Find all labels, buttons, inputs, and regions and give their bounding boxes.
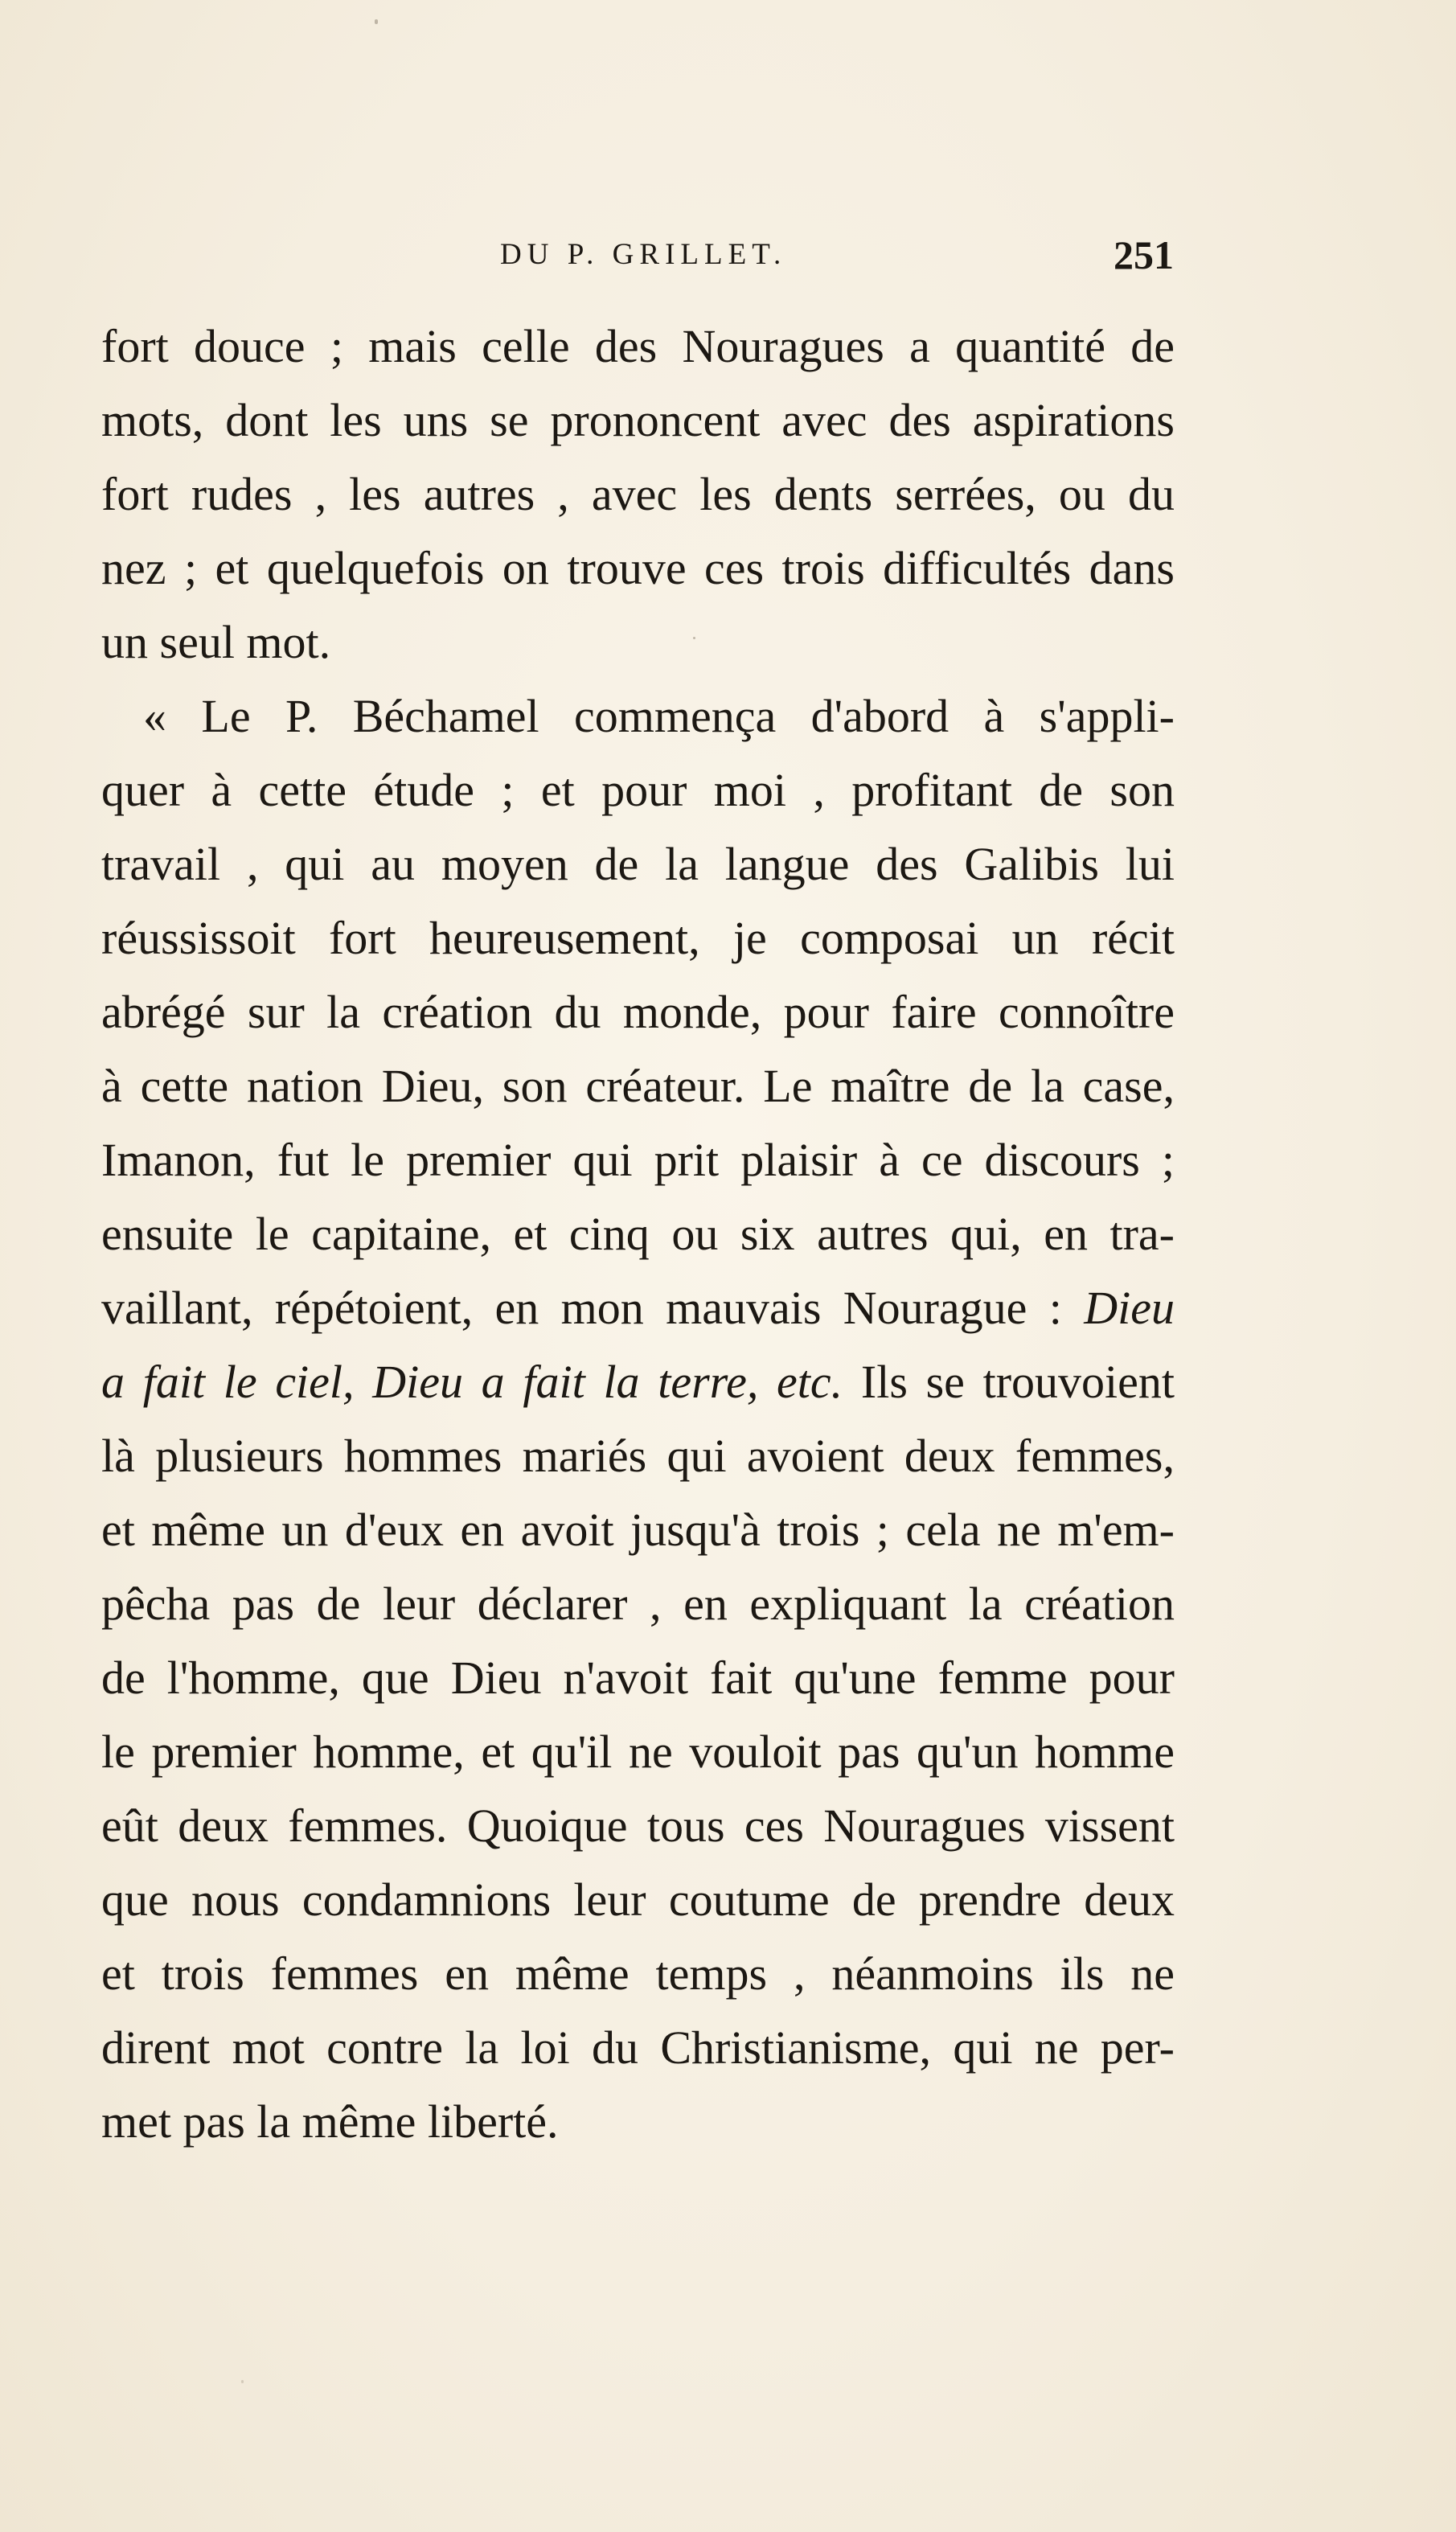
text-line: là plusieurs hommes mariés qui avoient deux femmes, xyxy=(101,1430,1175,1482)
italic-segment: Dieu xyxy=(1084,1282,1175,1334)
text-line: fort rudes , les autres , avec les dents serrées, ou du xyxy=(101,468,1175,520)
text-line: que nous condamnions leur coutume de prendre deux xyxy=(101,1873,1175,1926)
running-head: DU P. GRILLET. xyxy=(500,238,787,271)
text-line-with-italic xyxy=(101,1271,1175,1345)
text-line: dirent mot contre la loi du Christianisme, qui ne per- xyxy=(101,2021,1175,2074)
text-line: « Le P. Béchamel commença d'abord à s'appli- xyxy=(143,690,1175,742)
text-line: un seul mot. xyxy=(101,616,331,668)
text-line: abrégé sur la création du monde, pour faire connoître xyxy=(101,986,1175,1038)
text-line: le premier homme, et qu'il ne vouloit pas qu'un homme xyxy=(101,1726,1175,1778)
text-segment: vaillant, répétoient, en mon mauvais Nourague : xyxy=(101,1282,1062,1334)
text-line: quer à cette étude ; et pour moi , profitant de son xyxy=(101,764,1175,816)
text-line: nez ; et quelquefois on trouve ces trois difficultés dans xyxy=(101,542,1175,594)
text-line-with-italic xyxy=(101,1345,1175,1419)
body-text xyxy=(101,310,1175,2159)
text-line: travail , qui au moyen de la langue des Galibis lui xyxy=(101,838,1175,890)
text-line: réussissoit fort heureusement, je composai un récit xyxy=(101,912,1175,964)
paper-speck xyxy=(375,19,378,24)
text-segment: Ils se trouvoient xyxy=(860,1356,1175,1408)
text-line: et trois femmes en même temps , néanmoins ils ne xyxy=(101,1947,1175,2000)
page-number: 251 xyxy=(1114,232,1174,277)
paper-speck xyxy=(241,2380,244,2383)
text-line: ensuite le capitaine, et cinq ou six autres qui, en tra- xyxy=(101,1208,1175,1260)
italic-segment: a fait le ciel, Dieu a fait la terre, etc. xyxy=(101,1356,843,1408)
text-line: de l'homme, que Dieu n'avoit fait qu'une femme pour xyxy=(101,1652,1175,1704)
text-line: pêcha pas de leur déclarer , en expliquant la création xyxy=(101,1578,1175,1630)
text-line: eût deux femmes. Quoique tous ces Nouragues vissent xyxy=(101,1799,1175,1852)
paper-speck xyxy=(693,637,695,639)
text-line: Imanon, fut le premier qui prit plaisir à ce discours ; xyxy=(101,1134,1175,1186)
text-line: met pas la même liberté. xyxy=(101,2095,559,2148)
text-line: et même un d'eux en avoit jusqu'à trois ; cela ne m'em- xyxy=(101,1504,1175,1556)
page-header xyxy=(500,227,1174,283)
text-line: mots, dont les uns se prononcent avec des aspirations xyxy=(101,394,1175,446)
text-line: fort douce ; mais celle des Nouragues a quantité de xyxy=(101,320,1175,372)
text-line: à cette nation Dieu, son créateur. Le maître de la case, xyxy=(101,1060,1175,1112)
